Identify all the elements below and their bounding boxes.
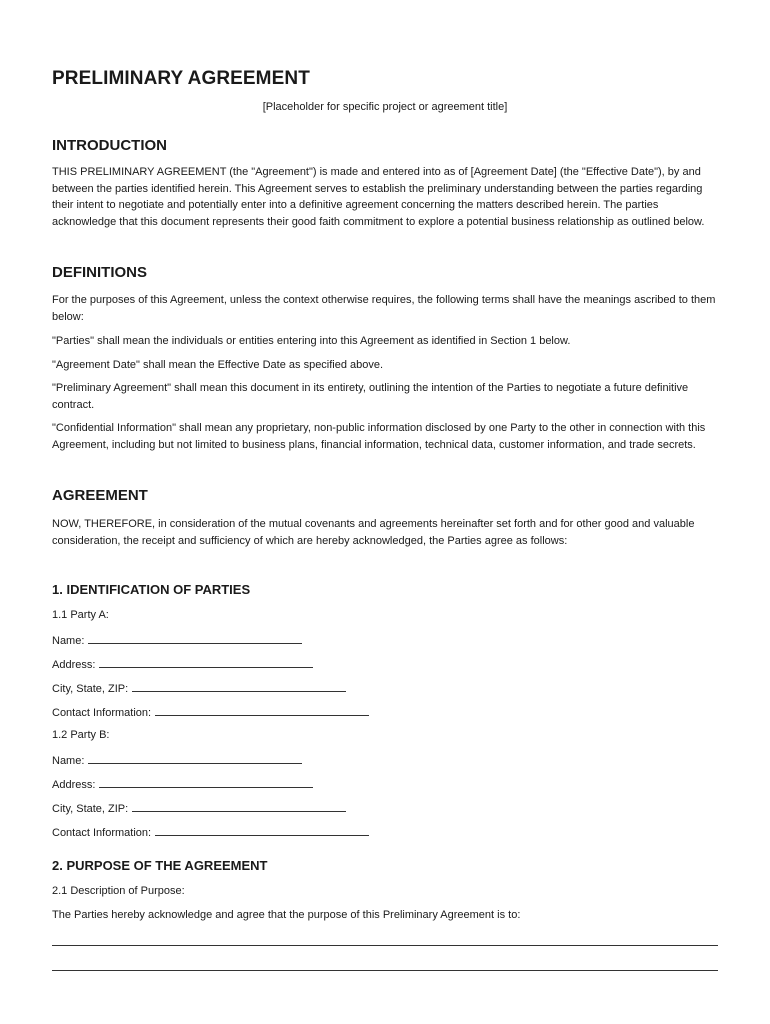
definitions-intro: For the purposes of this Agreement, unless the context otherwise requires, the following terms shall have the meanings ascribed to them below: [52,294,716,323]
definition-item: "Agreement Date" shall mean the Effective Date as specified above. [52,359,384,371]
party-a-address-field[interactable] [99,657,313,668]
definition-item: "Preliminary Agreement" shall mean this document in its entirety, outlining the intention of the Parties to negotiate a future definitive contract. [52,382,689,411]
party-b-city-row [52,801,346,815]
party-b-address-label: Address: [52,779,96,791]
party-b-contact-row [52,825,369,839]
purpose-sub-label: 2.1 Description of Purpose: [52,885,185,897]
definitions-heading: DEFINITIONS [52,264,148,281]
definition-item: "Parties" shall mean the individuals or entities entering into this Agreement as identified in Section 1 below. [52,335,571,347]
introduction-heading: INTRODUCTION [52,137,167,154]
party-a-contact-field[interactable] [155,705,369,716]
party-b-city-field[interactable] [132,801,346,812]
party-a-name-field[interactable] [88,633,302,644]
party-b-contact-field[interactable] [155,825,369,836]
party-a-name-row [52,633,302,647]
party-b-address-row [52,777,313,791]
party-b-contact-label: Contact Information: [52,827,152,839]
agreement-text: NOW, THEREFORE, in consideration of the mutual covenants and agreements hereinafter set forth and for other good and valuable consideration, the receipt and sufficiency of which are hereby acknowledged, the Parties agree as follows: [52,518,695,547]
party-b-city-label: City, State, ZIP: [52,803,129,815]
party-a-address-label: Address: [52,659,96,671]
party-a-city-field[interactable] [132,681,346,692]
party-a-label: 1.1 Party A: [52,609,109,621]
party-b-address-field[interactable] [99,777,313,788]
introduction-text: THIS PRELIMINARY AGREEMENT (the "Agreement") is made and entered into as of [Agreement Date] (the "Effective Date"), by and between the parties identified herein. This Agreement serves to establish the preliminary understanding between the parties regarding their intent to negotiate and potentially enter into a definitive agreement concerning the matters described herein. The parties acknowledge that this document represents their good faith commitment to explore a potential business relationship as outlined below. [52,166,705,228]
party-a-contact-label: Contact Information: [52,707,152,719]
party-b-label: 1.2 Party B: [52,729,110,741]
agreement-heading: AGREEMENT [52,487,148,504]
document-title: PRELIMINARY AGREEMENT [52,68,310,89]
party-b-name-label: Name: [52,755,85,767]
party-b-name-field[interactable] [88,753,302,764]
purpose-blank-line[interactable] [52,970,718,971]
purpose-text: The Parties hereby acknowledge and agree that the purpose of this Preliminary Agreement is to: [52,909,521,921]
party-a-contact-row [52,705,369,719]
document-subtitle: [Placeholder for specific project or agreement title] [262,101,508,113]
purpose-blank-line[interactable] [52,945,718,946]
party-a-address-row [52,657,313,671]
section1-heading: 1. IDENTIFICATION OF PARTIES [52,582,251,597]
definition-item: "Confidential Information" shall mean any proprietary, non-public information disclosed by one Party to the other in connection with this Agreement, including but not limited to business plans, financial information, technical data, customer information, and trade secrets. [52,422,706,451]
party-a-name-label: Name: [52,635,85,647]
party-a-city-label: City, State, ZIP: [52,683,129,695]
section2-heading: 2. PURPOSE OF THE AGREEMENT [52,858,268,873]
party-b-name-row [52,753,302,767]
party-a-city-row [52,681,346,695]
